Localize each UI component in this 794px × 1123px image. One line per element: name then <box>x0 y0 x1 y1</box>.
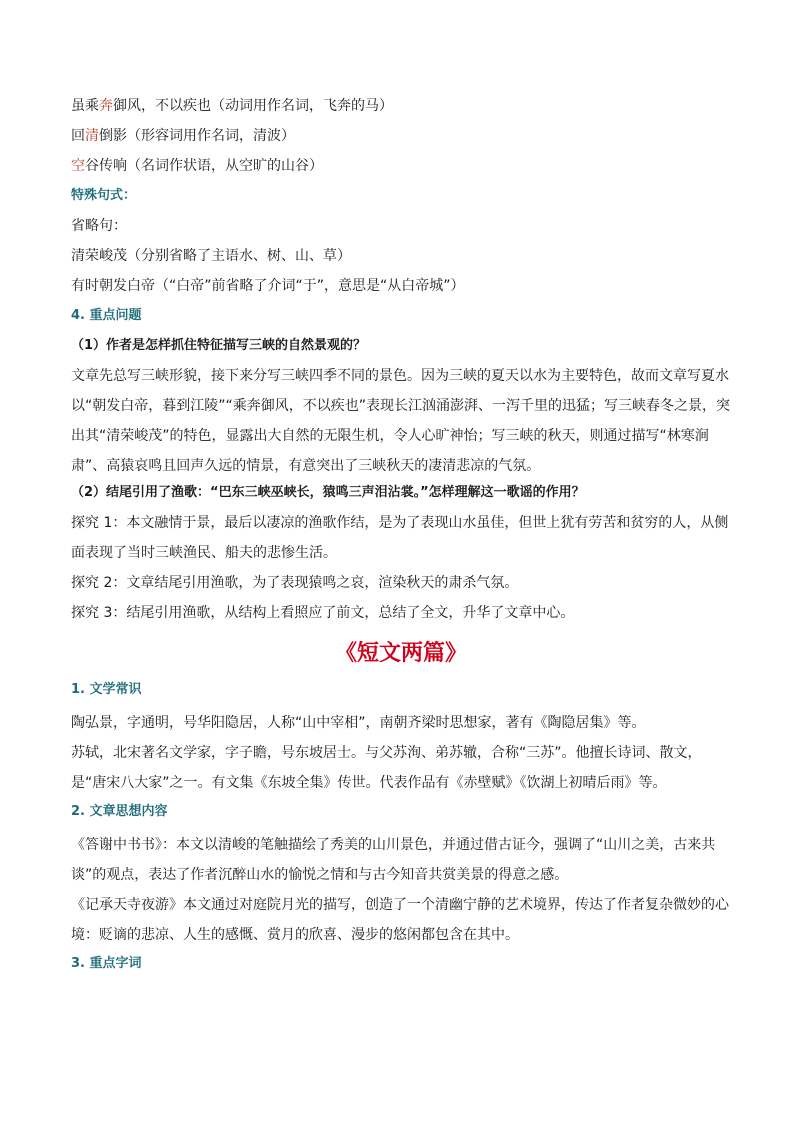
special-sentence-heading: 特殊句式： <box>71 188 137 203</box>
text: 回 <box>71 128 85 144</box>
example-line-2 <box>71 126 731 156</box>
omission-example-1: 清荣峻茂（分别省略了主语水、树、山、草） <box>71 248 351 264</box>
key-words-heading: 3. 重点字词 <box>71 956 142 971</box>
text: 御风，不以疾也（动词用作名词，飞奔的马） <box>113 98 393 114</box>
key-questions-heading: 4. 重点问题 <box>71 308 142 323</box>
text: 倒影（形容词用作名词，清波） <box>99 128 295 144</box>
dazie-paragraph: 《答谢中书书》：本文以清峻的笔触描绘了秀美的山川景色，并通过借古证今，强调了“山川之美，古来共谈”的观点，表达了作者沉醉山水的愉悦之情和与古今知音共赏美景的得意之感。 <box>71 837 716 883</box>
omission-example-2: 有时朝发白帝（“白帝”前省略了介词“于”，意思是“从白帝城”） <box>71 278 465 294</box>
exploration-1: 探究 1：本文融情于景，最后以凄凉的渔歌作结，是为了表现山水虽佳，但世上犹有劳苦和贫穷的人，从侧面表现了当时三峡渔民、船夫的悲惨生活。 <box>71 515 729 561</box>
text: 虽乘 <box>71 98 99 114</box>
highlight-word: 空 <box>71 158 85 174</box>
exploration-3: 探究 3：结尾引用渔歌，从结构上看照应了前文，总结了全文，升华了文章中心。 <box>71 605 575 621</box>
example-line-3 <box>71 156 731 186</box>
question-1: （1）作者是怎样抓住特征描写三峡的自然景观的？ <box>71 338 367 353</box>
literature-heading: 1. 文学常识 <box>71 682 142 697</box>
tao-hongjing-paragraph: 陶弘景，字通明，号华阳隐居，人称“山中宰相”，南朝齐梁时思想家，著有《陶隐居集》等。 <box>71 715 646 731</box>
question-2: （2）结尾引用了渔歌：“巴东三峡巫峡长，猿鸣三声泪沾裳。”怎样理解这一歌谣的作用？ <box>71 485 585 500</box>
highlight-word: 清 <box>85 128 99 144</box>
exploration-2: 探究 2：文章结尾引用渔歌，为了表现猿鸣之哀，渲染秋天的肃杀气氛。 <box>71 575 519 591</box>
document-page <box>71 96 731 984</box>
text: 谷传响（名词作状语，从空旷的山谷） <box>85 158 323 174</box>
section-title: 《短文两篇》 <box>334 640 467 666</box>
su-shi-paragraph: 苏轼，北宋著名文学家，字子瞻，号东坡居士。与父苏洵、弟苏辙，合称“三苏”。他擅长诗词、散文，是“唐宋八大家”之一。有文集《东坡全集》传世。代表作品有《赤壁赋》《饮湖上初晴后雨》等。 <box>71 745 702 791</box>
answer-1: 文章先总写三峡形貌，接下来分写三峡四季不同的景色。因为三峡的夏天以水为主要特色，故而文章写夏水以“朝发白帝，暮到江陵”“乘奔御风，不以疾也”表现长江汹涌澎湃、一泻千里的迅猛；写三峡春冬之景，突出其“清荣峻茂”的特色，显露出大自然的无限生机，令人心旷神怡；写三峡的秋天，则通过描写“林寒涧肃”、高猿哀鸣且回声久远的情景，有意突出了三峡秋天的凄清悲凉的气氛。 <box>71 368 731 474</box>
highlight-word: 奔 <box>99 98 113 114</box>
chengtiansi-paragraph: 《记承天寺夜游》本文通过对庭院月光的描写，创造了一个清幽宁静的艺术境界，传达了作者复杂微妙的心境：贬谪的悲凉、人生的感慨、赏月的欣喜、漫步的悠闲都包含在其中。 <box>71 897 729 943</box>
thought-content-heading: 2. 文章思想内容 <box>71 804 168 819</box>
omission-label: 省略句： <box>71 218 127 234</box>
example-line-1 <box>71 96 731 126</box>
